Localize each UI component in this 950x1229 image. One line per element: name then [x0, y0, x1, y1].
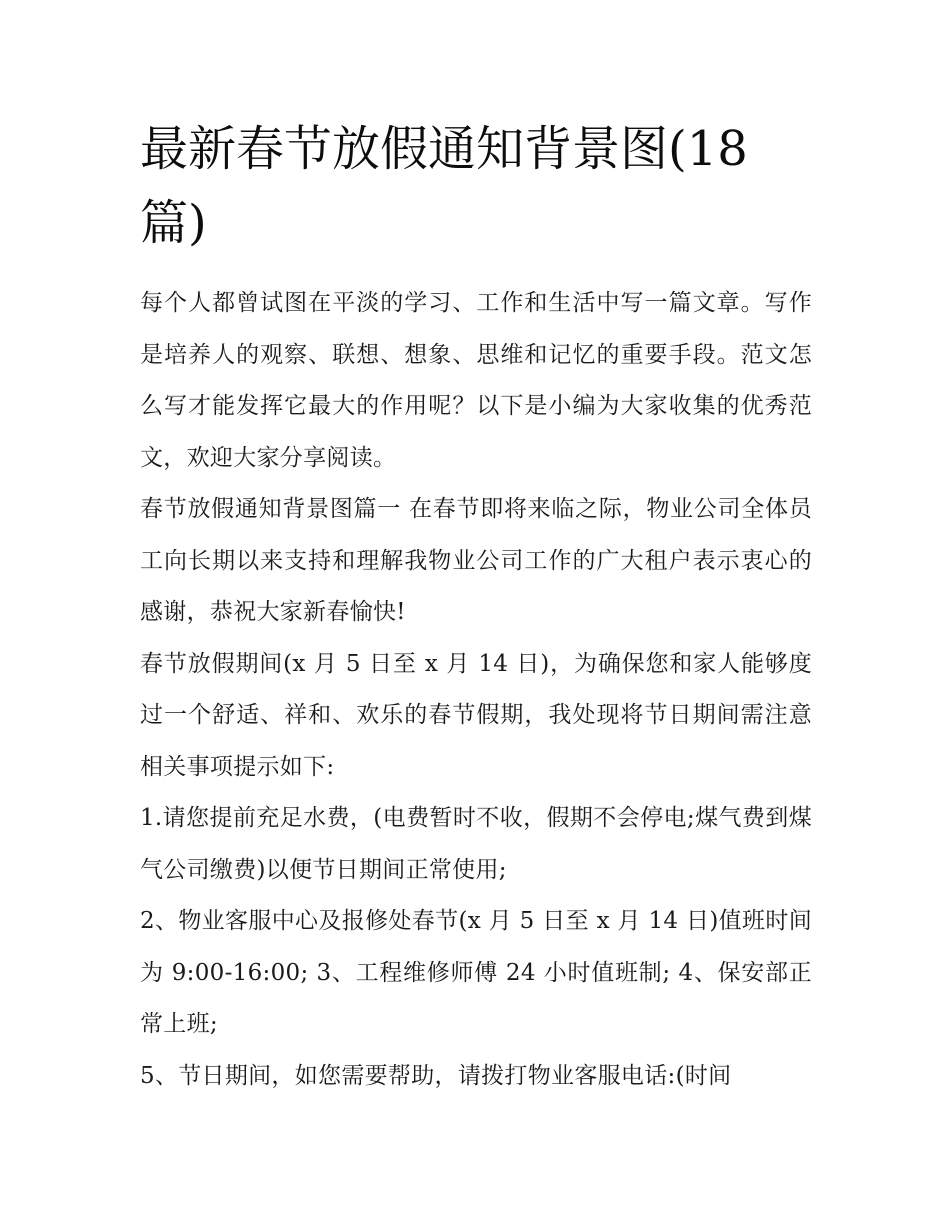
notice-items-2-4: 2、物业客服中心及报修处春节(x 月 5 日至 x 月 14 日)值班时间为 9:00-16:00; 3、工程维修师傅 24 小时值班制; 4、保安部正常上班; [140, 908, 812, 1037]
intro-paragraph: 每个人都曾试图在平淡的学习、工作和生活中写一篇文章。写作是培养人的观察、联想、想象、思维和记忆的重要手段。范文怎么写才能发挥它最大的作用呢？以下是小编为大家收集的优秀范文，欢迎大家分享阅读。 [140, 290, 812, 471]
document-body [140, 112, 812, 1102]
notice-item-5: 5、节日期间，如您需要帮助，请拨打物业客服电话:(时间 [140, 1062, 732, 1089]
document-title: 最新春节放假通知背景图(18篇) [140, 121, 748, 251]
holiday-period-paragraph: 春节放假期间(x 月 5 日至 x 月 14 日)，为确保您和家人能够度过一个舒适、祥和、欢乐的春节假期，我处现将节日期间需注意相关事项提示如下: [140, 650, 812, 780]
notice-opening-paragraph: 春节放假通知背景图篇一 在春节即将来临之际，物业公司全体员工向长期以来支持和理解我物业公司工作的广大租户表示衷心的感谢，恭祝大家新春愉快! [140, 496, 812, 625]
notice-item-1: 1.请您提前充足水费，(电费暂时不收，假期不会停电;煤气费到煤气公司缴费)以便节日期间正常使用; [140, 805, 812, 883]
